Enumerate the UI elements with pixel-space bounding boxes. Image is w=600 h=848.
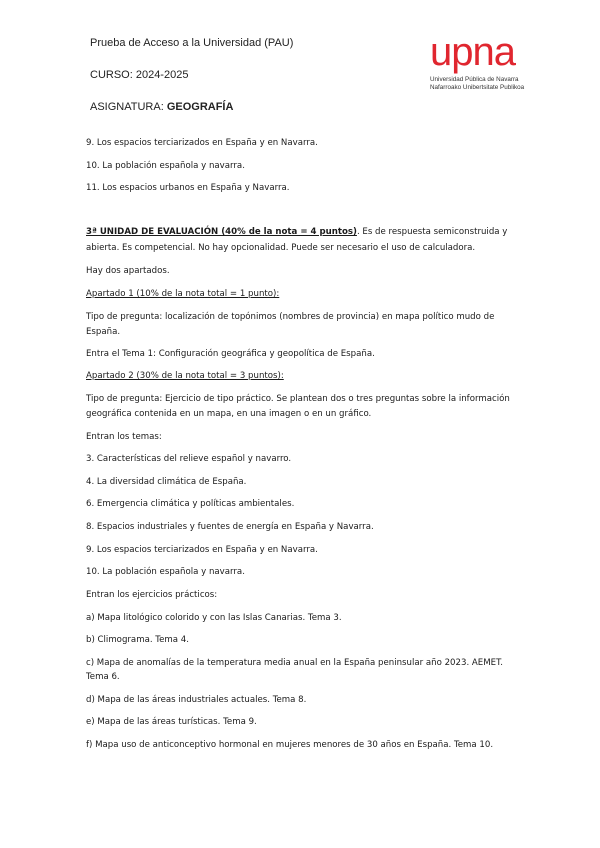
unit3-intro bbox=[86, 225, 516, 239]
section1-type-line2: España. bbox=[86, 327, 121, 337]
list-item: 11. Los espacios urbanos en España y Navarra. bbox=[86, 183, 290, 193]
two-sections-note: Hay dos apartados. bbox=[86, 266, 170, 276]
section2-title: Apartado 2 (30% de la nota total = 3 puntos): bbox=[86, 371, 284, 381]
unit3-intro-line2: abierta. Es competencial. No hay opcionalidad. Puede ser necesario el uso de calculadora. bbox=[86, 243, 476, 253]
subject-value: GEOGRAFÍA bbox=[166, 101, 234, 113]
topic-item: 8. Espacios industriales y fuentes de energía en España y Navarra. bbox=[86, 522, 374, 532]
exercise-a: a) Mapa litológico colorido y con las Islas Canarias. Tema 3. bbox=[86, 613, 342, 623]
list-item: 10. La población española y navarra. bbox=[86, 161, 245, 171]
exam-title: Prueba de Acceso a la Universidad (PAU) bbox=[90, 37, 294, 49]
topic-item: 10. La población española y navarra. bbox=[86, 567, 245, 577]
logo-line-2: Nafarroako Unibertsitate Publikoa bbox=[430, 84, 525, 91]
unit3-intro-rest: . Es de respuesta semiconstruida y bbox=[356, 227, 508, 237]
exercise-f: f) Mapa uso de anticonceptivo hormonal en mujeres menores de 30 años en España. Tema 10. bbox=[86, 740, 494, 750]
exercise-d: d) Mapa de las áreas industriales actuales. Tema 8. bbox=[86, 695, 307, 705]
topic-item: 4. La diversidad climática de España. bbox=[86, 477, 247, 487]
topic-item: 6. Emergencia climática y políticas ambientales. bbox=[86, 499, 295, 509]
section2-type-line2: geográfica contenida en un mapa, en una imagen o en un gráfico. bbox=[86, 409, 372, 419]
logo-line-1: Universidad Pública de Navarra bbox=[430, 76, 519, 83]
exercise-c-line2: Tema 6. bbox=[86, 672, 120, 682]
exercises-intro: Entran los ejercicios prácticos: bbox=[86, 590, 218, 600]
exercise-b: b) Climograma. Tema 4. bbox=[86, 635, 189, 645]
logo-word: upna bbox=[430, 30, 515, 74]
upna-logo bbox=[430, 32, 550, 102]
section1-type-line1: Tipo de pregunta: localización de topónimos (nombres de provincia) en mapa político mudo de bbox=[86, 312, 495, 322]
exercise-e: e) Mapa de las áreas turísticas. Tema 9. bbox=[86, 717, 257, 727]
unit3-heading: 3ª UNIDAD DE EVALUACIÓN (40% de la nota = 4 puntos) bbox=[86, 227, 357, 237]
list-item: 9. Los espacios terciarizados en España y en Navarra. bbox=[86, 138, 318, 148]
course-label: CURSO: 2024-2025 bbox=[90, 69, 189, 81]
exercise-c-line1: c) Mapa de anomalías de la temperatura media anual en la España peninsular año 2023. AEMET. bbox=[86, 658, 504, 668]
topic-item: 3. Características del relieve español y navarro. bbox=[86, 454, 292, 464]
subject-label: ASIGNATURA: bbox=[90, 101, 167, 113]
topic-item: 9. Los espacios terciarizados en España y en Navarra. bbox=[86, 545, 318, 555]
section1-topic: Entra el Tema 1: Configuración geográfica y geopolítica de España. bbox=[86, 349, 375, 359]
topics-intro: Entran los temas: bbox=[86, 432, 162, 442]
section2-type-line1: Tipo de pregunta: Ejercicio de tipo práctico. Se plantean dos o tres preguntas sobre la información bbox=[86, 394, 510, 404]
subject-line bbox=[90, 101, 233, 113]
section1-title: Apartado 1 (10% de la nota total = 1 punto): bbox=[86, 289, 280, 299]
